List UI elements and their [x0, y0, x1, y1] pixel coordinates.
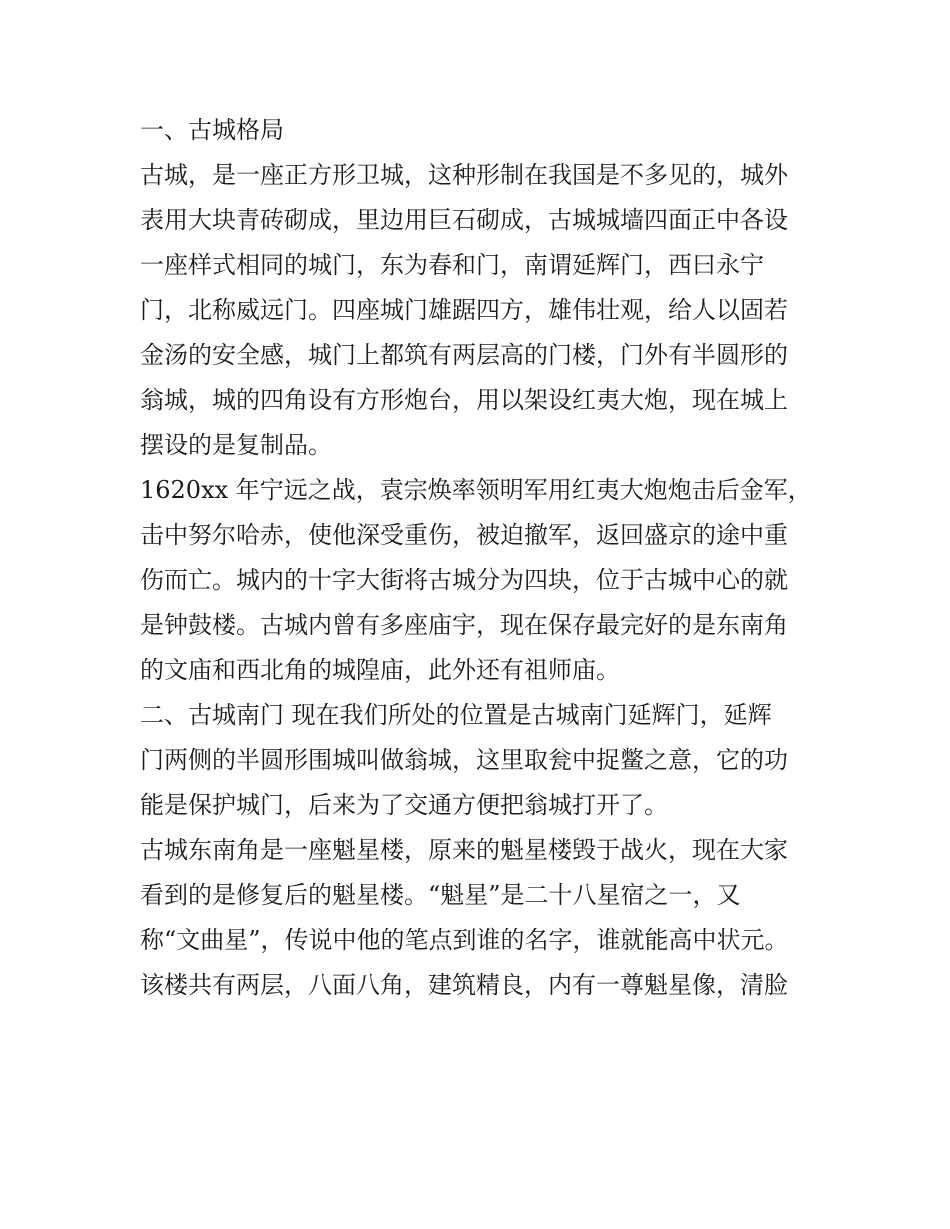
text-line: 看到的是修复后的魁星楼。“魁星”是二十八星宿之一，又 — [140, 881, 741, 909]
text-line: 能是保护城门，后来为了交通方便把翁城打开了。 — [140, 791, 668, 819]
text-line: 金汤的安全感，城门上都筑有两层高的门楼，门外有半圆形的 — [140, 341, 788, 369]
text-line: 表用大块青砖砌成，里边用巨石砌成，古城城墙四面正中各设 — [140, 206, 788, 234]
section-heading-line: 二、古城南门 现在我们所处的位置是古城南门延辉门，延辉 — [140, 701, 772, 729]
text-line: 是钟鼓楼。古城内曾有多座庙宇，现在保存最完好的是东南角 — [140, 611, 788, 639]
text-line: 的文庙和西北角的城隍庙，此外还有祖师庙。 — [140, 656, 620, 684]
text-line: 伤而亡。城内的十字大街将古城分为四块，位于古城中心的就 — [140, 566, 788, 594]
text-line: 该楼共有两层，八面八角，建筑精良，内有一尊魁星像，清脸 — [140, 971, 788, 999]
text-line: 称“文曲星”，传说中他的笔点到谁的名字，谁就能高中状元。 — [140, 926, 789, 954]
document-body — [140, 108, 812, 1008]
text-line: 古城，是一座正方形卫城，这种形制在我国是不多见的，城外 — [140, 161, 788, 189]
section-heading: 一、古城格局 — [140, 116, 284, 144]
text-line: 古城东南角是一座魁星楼，原来的魁星楼毁于战火，现在大家 — [140, 836, 788, 864]
text-line: 1620xx 年宁远之战，袁宗焕率领明军用红夷大炮炮击后金军， — [140, 476, 812, 504]
text-line: 门两侧的半圆形围城叫做翁城，这里取瓮中捉鳖之意，它的功 — [140, 746, 788, 774]
text-line: 门，北称威远门。四座城门雄踞四方，雄伟壮观，给人以固若 — [140, 296, 788, 324]
text-line: 击中努尔哈赤，使他深受重伤，被迫撤军，返回盛京的途中重 — [140, 521, 788, 549]
text-line: 翁城，城的四角设有方形炮台，用以架设红夷大炮，现在城上 — [140, 386, 788, 414]
text-line: 一座样式相同的城门，东为春和门，南谓延辉门，西曰永宁 — [140, 251, 764, 279]
text-line: 摆设的是复制品。 — [140, 431, 332, 459]
